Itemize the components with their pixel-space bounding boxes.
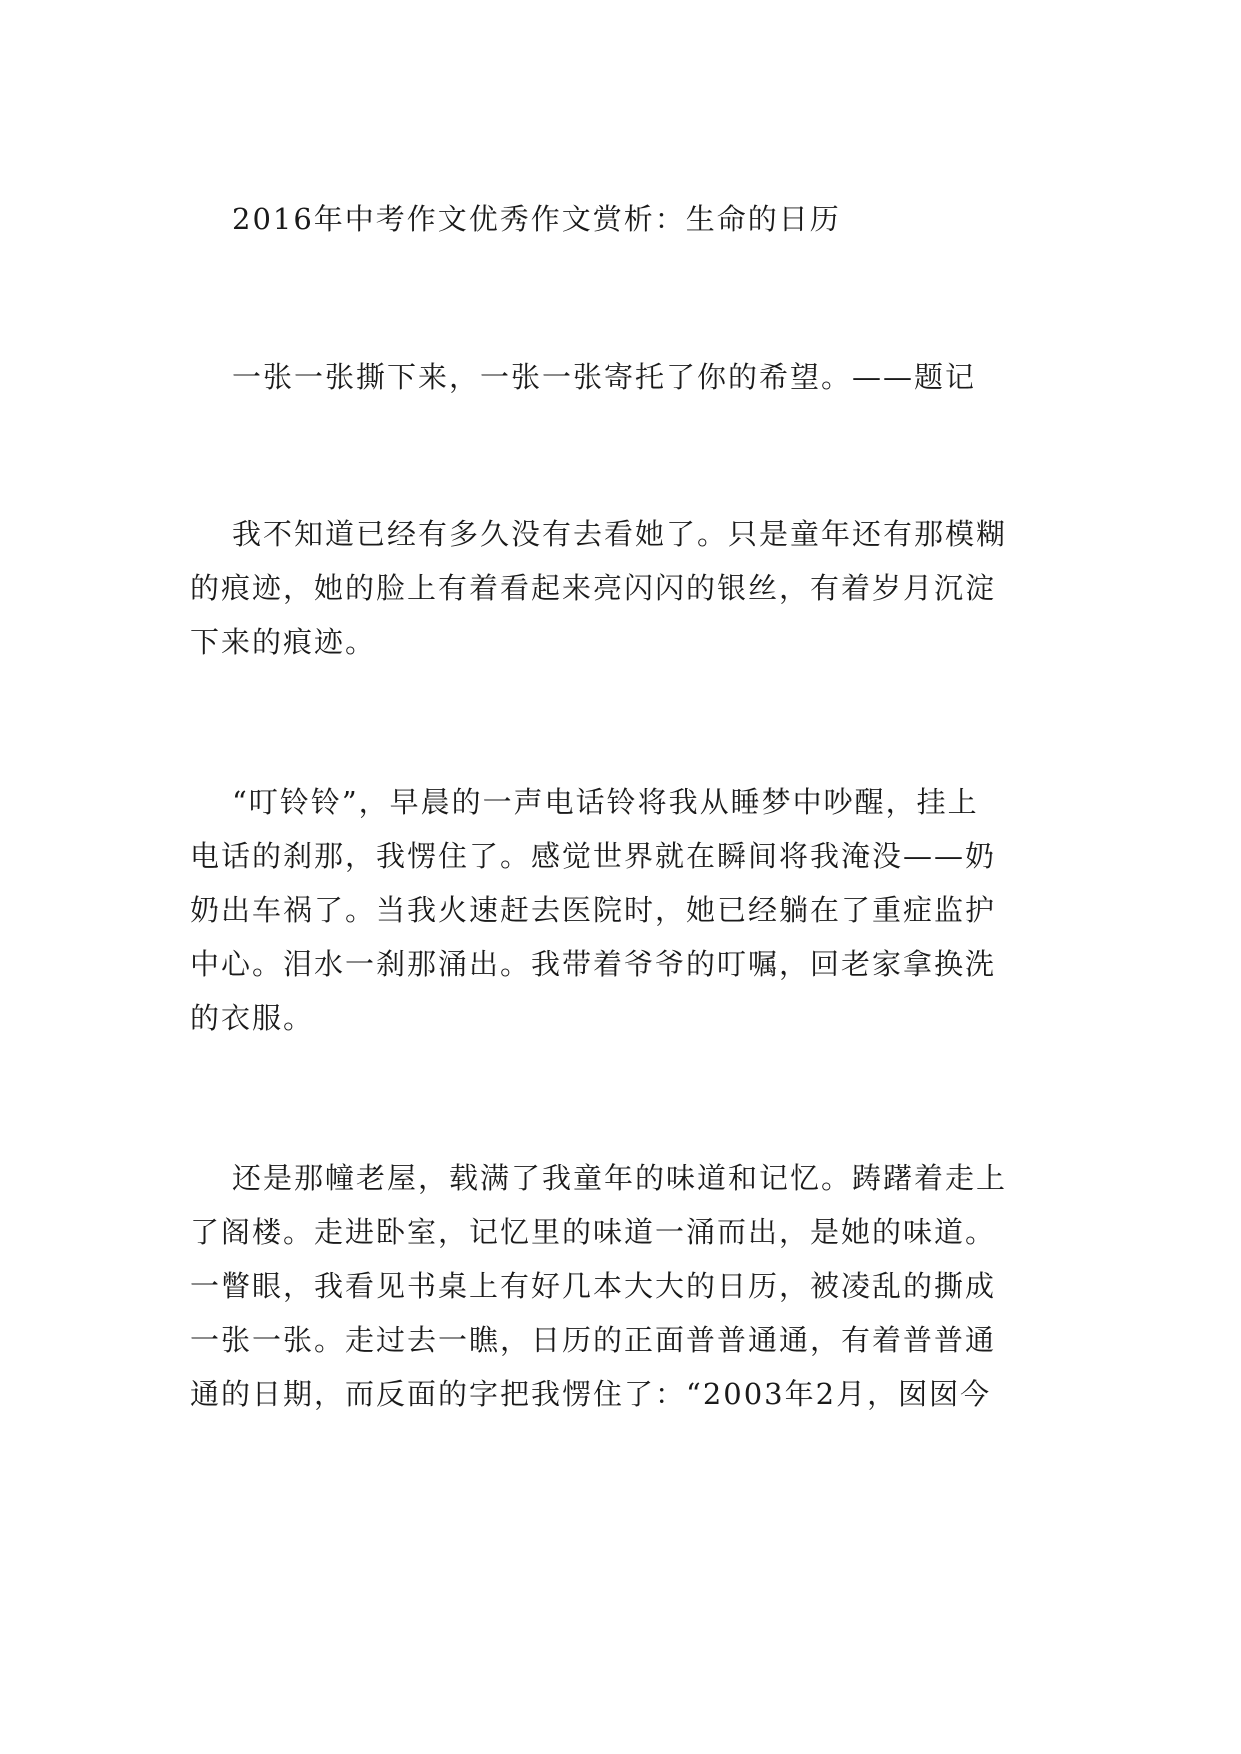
paragraph-line: 下来的痕迹。 [190,625,377,659]
epigraph: 一张一张撕下来，一张一张寄托了你的希望。——题记 [232,360,977,394]
paragraph-line: 我不知道已经有多久没有去看她了。只是童年还有那模糊 [232,517,1008,551]
paragraph-line: 了阁楼。走进卧室，记忆里的味道一涌而出，是她的味道。 [190,1215,997,1249]
paragraph-line: 通的日期，而反面的字把我愣住了：“2003年2月，囡囡今 [190,1377,992,1411]
paragraph-line: 一张一张。走过去一瞧，日历的正面普普通通，有着普普通 [190,1323,997,1357]
paragraph-line: 中心。泪水一刹那涌出。我带着爷爷的叮嘱，回老家拿换洗 [190,947,997,981]
paragraph-line: 一瞥眼，我看见书桌上有好几本大大的日历，被凌乱的撕成 [190,1269,997,1303]
paragraph-line: 的痕迹，她的脸上有着看起来亮闪闪的银丝，有着岁月沉淀 [190,571,997,605]
paragraph-line: 电话的刹那，我愣住了。感觉世界就在瞬间将我淹没——奶 [190,839,997,873]
paragraph-line: 还是那幢老屋，载满了我童年的味道和记忆。踌躇着走上 [232,1161,1008,1195]
document-title: 2016年中考作文优秀作文赏析：生命的日历 [232,202,841,236]
paragraph-line: “叮铃铃”，早晨的一声电话铃将我从睡梦中吵醒，挂上 [232,785,979,819]
paragraph-line: 的衣服。 [190,1001,315,1035]
paragraph-line: 奶出车祸了。当我火速赶去医院时，她已经躺在了重症监护 [190,893,997,927]
